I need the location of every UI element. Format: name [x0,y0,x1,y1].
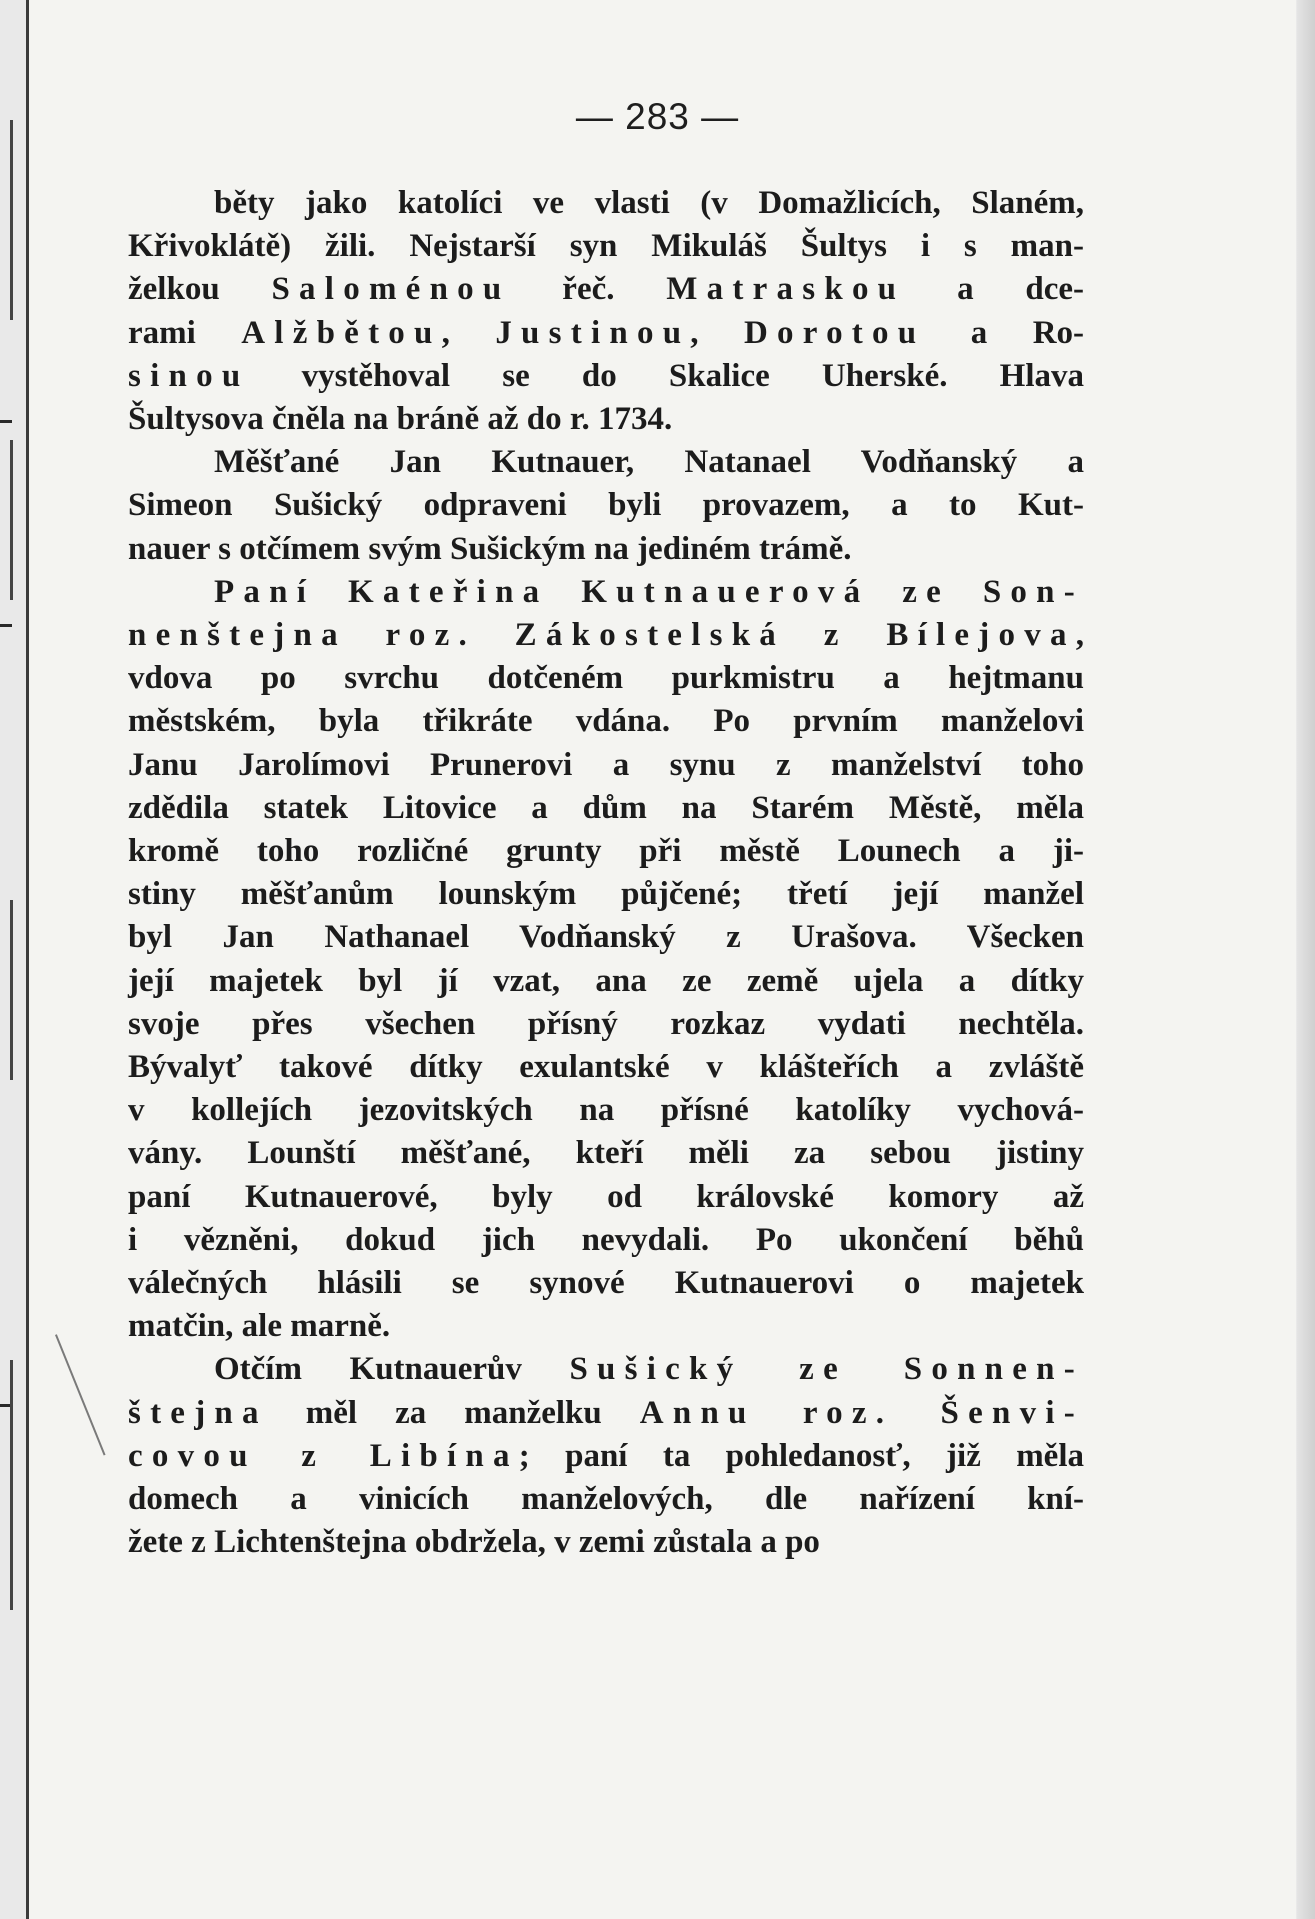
text-segment: běty jako katolíci ve vlasti (v Domažlicích, Slaném, [214,185,1084,221]
margin-scan-artifact [10,440,13,600]
text-line [128,700,1084,743]
text-line [128,398,1084,441]
text-segment: domech a vinicích manželových, dle nařízení kní- [128,1481,1084,1518]
text-line [128,182,1084,225]
text-segment: nauer s otčímem svým Sušickým na jediném trámě. [128,530,852,567]
text-segment: vány. Lounští měšťané, kteří měli za sebou jistiny [128,1135,1084,1172]
text-segment: kromě toho rozličné grunty při městě Lounech a ji- [128,833,1084,870]
text-segment: byl Jan Nathanael Vodňanský z Urašova. Všecken [128,919,1084,956]
text-line [128,1478,1084,1521]
text-line [128,744,1084,787]
text-segment: a Ro- [925,314,1085,351]
text-line [128,1132,1084,1175]
margin-scan-artifact [0,624,12,627]
spaced-name: sinou [128,357,250,394]
margin-scan-artifact [10,900,13,1080]
text-line [128,614,1084,657]
text-line [128,1046,1084,1089]
text-line [128,830,1084,873]
text-line [128,1392,1084,1435]
text-segment: ; paní ta pohledanosť, již měla [518,1437,1084,1474]
text-segment: rami [128,314,242,351]
text-segment: vystěhoval se do Skalice Uherské. Hlava [249,357,1084,394]
body-text [128,182,1084,1565]
text-segment: v kollejích jezovitských na přísné katolíky vychová- [128,1092,1084,1129]
text-line [128,1305,1084,1348]
text-line [128,657,1084,700]
text-segment: měl za manželku [267,1394,640,1431]
spaced-name: covou z Libína [128,1437,519,1474]
text-segment: i vězněni, dokud jich nevydali. Po ukončení běhů [128,1221,1084,1258]
margin-scan-artifact [0,420,12,423]
text-segment: zdědila statek Litovice a dům na Starém Městě, měla [128,789,1084,826]
text-segment: Bývalyť takové dítky exulantské v klášteřích a zvláště [128,1049,1084,1086]
text-segment: řeč. [510,271,667,308]
page-number: — 283 — [575,96,740,137]
text-segment: její majetek byl jí vzat, ana ze země ujela a dítky [128,962,1084,999]
spaced-name: Dorotou [743,314,926,351]
text-segment: , [441,314,496,351]
spaced-name: štejna [128,1394,268,1431]
page-edge-shadow [1297,0,1315,1919]
text-segment: Janu Jarolímovi Prunerovi a synu z manželství toho [128,746,1084,783]
binding-edge [26,0,29,1919]
text-segment: svoje přes všechen přísný rozkaz vydati nechtěla. [128,1005,1084,1042]
text-line [128,484,1084,527]
text-line [128,916,1084,959]
text-segment: matčin, ale marně. [128,1308,391,1345]
text-segment: stiny měšťanům lounským půjčené; třetí její manžel [128,876,1084,913]
text-line [128,1262,1084,1305]
text-segment: paní Kutnauerové, byly od královské komory až [128,1178,1084,1215]
text-line [128,1348,1084,1391]
spaced-name: Sušický ze Sonnen- [569,1351,1084,1388]
text-segment: a dce- [905,271,1084,308]
text-segment: vdova po svrchu dotčeném purkmistru a hejtmanu [128,660,1084,697]
text-segment: želkou [128,271,272,308]
text-segment: , [1075,617,1084,654]
text-line [128,1003,1084,1046]
text-line [128,960,1084,1003]
text-line [128,528,1084,571]
text-line [128,1089,1084,1132]
text-line [128,312,1084,355]
text-line [128,873,1084,916]
text-line [128,355,1084,398]
text-segment: Otčím Kutnauerův [214,1351,570,1388]
text-line [128,1521,1084,1564]
text-segment: Simeon Sušický odpraveni byli provazem, a to Kut- [128,487,1084,524]
text-line [128,1219,1084,1262]
spaced-name: nenštejna roz. Zákostelská z Bílejova [128,617,1076,654]
text-segment: válečných hlásili se synové Kutnauerovi o majetek [128,1265,1084,1302]
text-segment: žete z Lichtenštejna obdržela, v zemi zůstala a po [128,1524,820,1561]
text-line [128,268,1084,311]
text-segment: Měšťané Jan Kutnauer, Natanael Vodňanský a [214,444,1084,481]
text-segment: Křivoklátě) žili. Nejstarší syn Mikuláš Šultys i s man- [128,228,1084,265]
text-line [128,571,1084,614]
margin-scan-artifact [10,1360,13,1610]
text-line [128,787,1084,830]
text-line [128,1435,1084,1478]
spaced-name: Alžbětou [241,314,442,351]
text-line [128,441,1084,484]
text-segment: Šultysova čněla na bráně až do r. 1734. [128,401,673,438]
spaced-name: Justinou [495,314,691,351]
text-segment: městském, byla třikráte vdána. Po prvním manželovi [128,703,1084,740]
spaced-name: Paní Kateřina Kutnauerová ze Son- [214,573,1084,610]
text-line [128,1176,1084,1219]
margin-scan-artifact [10,120,13,320]
spaced-name: Annu roz. Šenvi- [639,1394,1084,1431]
text-line [128,225,1084,268]
spaced-name: Saloménou [271,271,511,308]
spaced-name: Matraskou [666,271,906,308]
text-segment: , [690,314,744,351]
